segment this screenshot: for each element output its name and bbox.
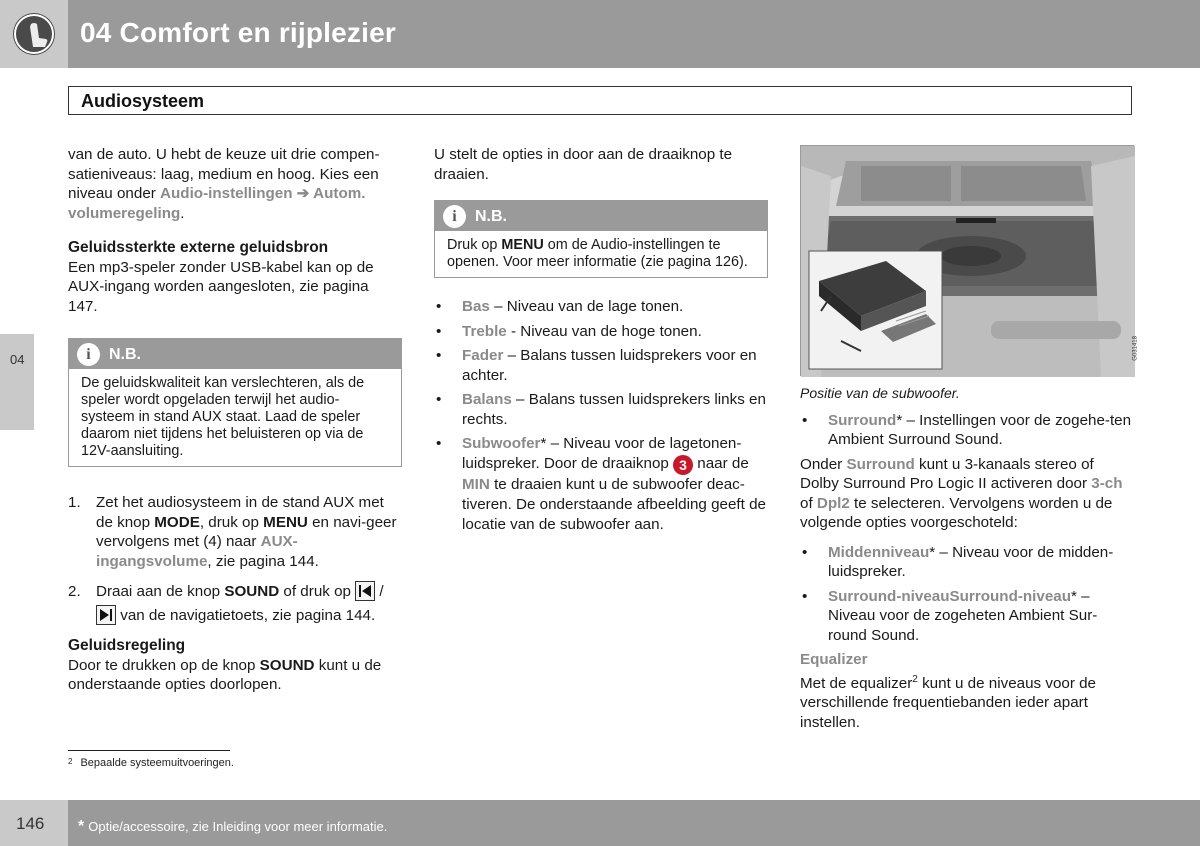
regeling-text: Door te drukken op de knop bbox=[68, 656, 260, 674]
intro-end: . bbox=[180, 204, 185, 222]
note-box-1 bbox=[68, 338, 402, 467]
chapter-title: 04 Comfort en rijplezier bbox=[80, 17, 396, 48]
note-header bbox=[69, 339, 401, 369]
list-item bbox=[800, 411, 1134, 450]
column-2 bbox=[434, 145, 768, 540]
option-star: * bbox=[896, 411, 903, 429]
note-box-2 bbox=[434, 200, 768, 278]
option-star: * bbox=[1071, 587, 1077, 605]
note-label: N.B. bbox=[475, 208, 507, 225]
heading-equalizer: Equalizer bbox=[800, 651, 868, 668]
option-text: - Niveau van de hoge tonen. bbox=[506, 322, 702, 340]
chapter-icon-box bbox=[0, 0, 68, 68]
bullet-icon: • bbox=[802, 543, 808, 561]
menu-aux-ingangsvolume: AUX-ingangsvolume bbox=[96, 533, 298, 570]
option-name: Middenniveau bbox=[828, 543, 930, 561]
sound-key-label: SOUND bbox=[259, 656, 315, 674]
paragraph-external-source: Een mp3-speler zonder USB-kabel kan op de AUX-ingang worden aangesloten, zie pagina 147. bbox=[68, 258, 374, 315]
menu-key-label: MENU bbox=[501, 237, 544, 253]
option-name: Subwoofer bbox=[462, 435, 541, 452]
option-text: – Instellingen voor de zogehe-ten Ambient Surround Sound. bbox=[828, 411, 1132, 448]
figure-caption: Positie van de subwoofer. bbox=[800, 385, 960, 401]
step-item bbox=[68, 580, 402, 628]
footer-band bbox=[68, 800, 1200, 846]
surround-options-list bbox=[800, 543, 1134, 646]
note-text: Druk op bbox=[447, 237, 502, 253]
menu-surround: Surround bbox=[846, 455, 915, 473]
section-title: Audiosysteem bbox=[81, 91, 205, 111]
intro-paragraph bbox=[68, 145, 402, 223]
column-3 bbox=[800, 145, 1139, 732]
nav-left-icon bbox=[355, 581, 375, 601]
menu-autom-volumeregeling: Autom. volumeregeling bbox=[68, 185, 366, 222]
list-item bbox=[434, 390, 768, 429]
para-text: Onder bbox=[800, 455, 847, 473]
slash-text: / bbox=[375, 583, 384, 600]
list-item bbox=[434, 434, 768, 535]
step-text: en navi-geer vervolgens met (4) naar bbox=[96, 513, 397, 550]
bullet-icon: • bbox=[436, 347, 442, 364]
footnote-divider bbox=[68, 750, 230, 751]
bullet-icon: • bbox=[436, 298, 442, 315]
page-number: 146 bbox=[16, 814, 45, 833]
note-header bbox=[435, 201, 767, 231]
menu-key-label: MENU bbox=[263, 513, 308, 531]
list-item bbox=[434, 322, 768, 342]
step-text: Zet het audiosysteem in de stand AUX met de knop bbox=[96, 494, 384, 531]
intro-paragraph: U stelt de opties in door aan de draaiknop te draaien. bbox=[434, 146, 733, 183]
option-name: Surround-niveauSurround-niveau bbox=[828, 587, 1072, 605]
min-label: MIN bbox=[462, 476, 490, 493]
surround-paragraph bbox=[800, 455, 1134, 533]
option-star: * bbox=[929, 543, 936, 561]
option-name: Balans bbox=[462, 391, 512, 408]
bullet-icon: • bbox=[802, 587, 808, 605]
step-text: van de navigatietoets, zie pagina 144. bbox=[116, 607, 376, 624]
step-number: 1. bbox=[68, 494, 81, 511]
step-text: , druk op bbox=[199, 513, 264, 531]
footnote-number: 2 bbox=[68, 757, 73, 766]
column-1 bbox=[68, 145, 402, 695]
list-item bbox=[434, 346, 768, 385]
sound-key-label: SOUND bbox=[224, 583, 280, 600]
asterisk-icon: * bbox=[78, 818, 85, 835]
arrow-glyph: ➔ bbox=[296, 185, 310, 202]
footer-note bbox=[78, 818, 387, 836]
para-text: of bbox=[800, 494, 817, 512]
step-text: Draai aan de knop bbox=[96, 583, 225, 600]
figure-code: G031418 bbox=[1133, 336, 1139, 361]
regeling-text: kunt u de onderstaande opties doorlopen. bbox=[68, 656, 382, 693]
seat-icon bbox=[14, 14, 54, 54]
para-text: te selecteren. Vervolgens worden u de volgende opties voorgeschoteld: bbox=[800, 494, 1113, 531]
paragraph-geluidsregeling bbox=[68, 656, 402, 695]
footnote-text: Bepaalde systeemuitvoeringen. bbox=[80, 757, 234, 769]
bullet-icon: • bbox=[436, 435, 442, 452]
paragraph-equalizer bbox=[800, 670, 1134, 733]
footnote-ref: 2 bbox=[912, 673, 918, 685]
list-item bbox=[800, 543, 1134, 582]
menu-dpl2: Dpl2 bbox=[816, 494, 850, 512]
mode-key-label: MODE bbox=[154, 513, 200, 531]
para-text: kunt u 3-kanaals stereo of Dolby Surround Pro Logic II activeren door bbox=[800, 455, 1094, 492]
info-icon: i bbox=[443, 205, 466, 228]
menu-3-ch: 3-ch bbox=[1091, 475, 1123, 492]
intro-text: van de auto. U hebt de keuze uit drie compen-satieniveaus: laag, medium en hoog. Kies een niveau onder bbox=[68, 146, 380, 202]
step-item bbox=[68, 493, 402, 571]
nav-right-icon bbox=[96, 605, 116, 625]
steps-list bbox=[68, 493, 402, 628]
chapter-side-tab bbox=[0, 334, 34, 430]
step-text: of druk op bbox=[279, 583, 356, 600]
surround-list bbox=[800, 411, 1134, 450]
menu-arrow-icon bbox=[293, 185, 314, 202]
eq-text: kunt u de niveaus voor de verschillende frequentiebanden ieder apart instellen. bbox=[800, 674, 1097, 731]
option-star: * bbox=[540, 435, 547, 452]
list-item bbox=[434, 297, 768, 317]
option-name: Bas bbox=[462, 298, 490, 315]
list-item bbox=[800, 587, 1134, 646]
step-text: , zie pagina 144. bbox=[207, 552, 319, 570]
bullet-icon: • bbox=[436, 391, 442, 408]
bullet-icon: • bbox=[802, 411, 808, 429]
option-text: – Niveau voor de lagetonen-luidspreker. Door de draaiknop bbox=[462, 435, 742, 472]
option-text: naar de bbox=[693, 455, 749, 472]
heading-geluidsregeling: Geluidsregeling bbox=[68, 637, 186, 654]
option-text: – Balans tussen luidsprekers links en rechts. bbox=[462, 391, 766, 428]
subwoofer-figure bbox=[800, 145, 1139, 376]
page-number-box bbox=[0, 800, 68, 846]
heading-external-source: Geluidssterkte externe geluidsbron bbox=[68, 239, 329, 256]
footnote bbox=[68, 757, 234, 769]
footer-text: Optie/accessoire, zie Inleiding voor meer informatie. bbox=[88, 819, 388, 834]
option-text: – Niveau voor de midden-luidspreker. bbox=[828, 543, 1114, 580]
seat-icon-graphic bbox=[16, 16, 56, 56]
note-body: De geluidskwaliteit kan verslechteren, als de speler wordt opgeladen terwijl het audio-systeem in stand AUX staat. Laad de speler daarom niet tijdens het beluisteren op via de 12V-aansluiting. bbox=[81, 375, 365, 459]
option-text: – Niveau voor de zogeheten Ambient Sur-round Sound. bbox=[828, 587, 1098, 644]
note-text: om de Audio-instellingen te openen. Voor meer informatie (zie pagina 126). bbox=[447, 237, 748, 270]
step-number: 2. bbox=[68, 583, 81, 600]
eq-text: Met de equalizer bbox=[800, 674, 913, 692]
option-text: te draaien kunt u de subwoofer deac-tiveren. De onderstaande afbeelding geeft de locatie van de subwoofer aan. bbox=[462, 476, 766, 533]
option-text: – Balans tussen luidsprekers voor en achter. bbox=[462, 347, 757, 384]
note-body bbox=[435, 231, 767, 277]
sound-options-list bbox=[434, 297, 768, 535]
note-label: N.B. bbox=[109, 346, 141, 363]
bullet-icon: • bbox=[436, 322, 442, 340]
option-name: Surround bbox=[828, 411, 897, 429]
option-name: Treble bbox=[462, 322, 507, 340]
option-name: Fader bbox=[462, 347, 504, 364]
trunk-illustration bbox=[801, 146, 1135, 377]
section-header bbox=[68, 86, 1132, 115]
knob-number-3-icon: 3 bbox=[673, 455, 693, 475]
chapter-header bbox=[0, 0, 1200, 68]
menu-audio-instellingen: Audio-instellingen bbox=[160, 185, 293, 202]
info-icon: i bbox=[77, 343, 100, 366]
option-text: – Niveau van de lage tonen. bbox=[489, 298, 684, 315]
side-tab-label: 04 bbox=[10, 352, 25, 367]
